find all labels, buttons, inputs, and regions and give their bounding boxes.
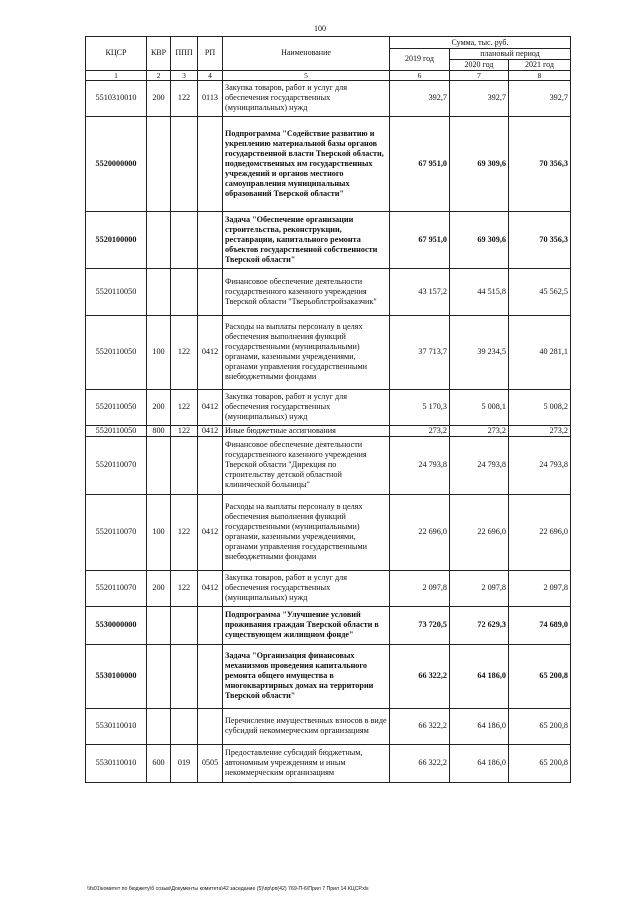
kvr-cell: 200 <box>147 389 171 425</box>
ppp-cell: 122 <box>171 389 198 425</box>
header-planned-period: плановый период <box>450 49 571 60</box>
amount-2020-cell: 392,7 <box>450 80 509 116</box>
header-year-2021: 2021 год <box>509 59 571 70</box>
table-row <box>86 389 571 425</box>
rp-cell: 0505 <box>198 744 223 782</box>
name-cell: Расходы на выплаты персоналу в целях обеспечения выполнения функций государственными (муниципальными) органами, казенными учреждениями, органами управления государственными внебюджетными фондами <box>223 494 390 570</box>
amount-2021-cell: 40 281,1 <box>509 315 571 389</box>
ppp-cell: 019 <box>171 744 198 782</box>
name-cell: Предоставление субсидий бюджетным, автономным учреждениям и иным некоммерческим организациям <box>223 744 390 782</box>
rp-cell: 0412 <box>198 494 223 570</box>
kcsr-cell: 5530110010 <box>86 744 147 782</box>
ppp-cell: 122 <box>171 570 198 606</box>
table-row <box>86 315 571 389</box>
kcsr-cell: 5520110050 <box>86 389 147 425</box>
kvr-cell <box>147 268 171 315</box>
table-row <box>86 425 571 436</box>
table-row <box>86 116 571 211</box>
kvr-cell: 100 <box>147 494 171 570</box>
table-row <box>86 570 571 606</box>
table-row <box>86 644 571 708</box>
amount-2019-cell: 24 793,8 <box>390 436 450 494</box>
amount-2021-cell: 2 097,8 <box>509 570 571 606</box>
amount-2020-cell: 22 696,0 <box>450 494 509 570</box>
rp-cell <box>198 436 223 494</box>
amount-2020-cell: 5 008,1 <box>450 389 509 425</box>
column-number: 6 <box>390 70 450 80</box>
amount-2020-cell: 64 186,0 <box>450 744 509 782</box>
budget-table <box>85 36 571 783</box>
name-cell: Закупка товаров, работ и услуг для обеспечения государственных (муниципальных) нужд <box>223 389 390 425</box>
table-row <box>86 494 571 570</box>
rp-cell <box>198 211 223 268</box>
ppp-cell <box>171 211 198 268</box>
table-row <box>86 211 571 268</box>
kcsr-cell: 5530000000 <box>86 606 147 644</box>
ppp-cell: 122 <box>171 494 198 570</box>
kcsr-cell: 5530110010 <box>86 708 147 744</box>
kcsr-cell: 5520110070 <box>86 436 147 494</box>
amount-2021-cell: 392,7 <box>509 80 571 116</box>
amount-2021-cell: 65 200,8 <box>509 644 571 708</box>
amount-2020-cell: 39 234,5 <box>450 315 509 389</box>
kcsr-cell: 5530100000 <box>86 644 147 708</box>
column-number: 2 <box>147 70 171 80</box>
name-cell: Подпрограмма "Улучшение условий проживания граждан Тверской области в существующем жилищном фонде" <box>223 606 390 644</box>
rp-cell <box>198 606 223 644</box>
amount-2020-cell: 2 097,8 <box>450 570 509 606</box>
rp-cell: 0412 <box>198 425 223 436</box>
amount-2020-cell: 64 186,0 <box>450 708 509 744</box>
rp-cell <box>198 268 223 315</box>
column-number: 1 <box>86 70 147 80</box>
amount-2019-cell: 67 951,0 <box>390 211 450 268</box>
kvr-cell <box>147 708 171 744</box>
ppp-cell: 122 <box>171 315 198 389</box>
header-name: Наименование <box>223 37 390 71</box>
table-row <box>86 606 571 644</box>
amount-2019-cell: 66 322,2 <box>390 744 450 782</box>
table-row <box>86 708 571 744</box>
amount-2020-cell: 273,2 <box>450 425 509 436</box>
amount-2021-cell: 65 200,8 <box>509 744 571 782</box>
header-ppp: ППП <box>171 37 198 71</box>
ppp-cell <box>171 436 198 494</box>
ppp-cell <box>171 268 198 315</box>
header-kvr: КВР <box>147 37 171 71</box>
rp-cell: 0412 <box>198 315 223 389</box>
amount-2019-cell: 66 322,2 <box>390 708 450 744</box>
amount-2021-cell: 74 689,0 <box>509 606 571 644</box>
amount-2019-cell: 37 713,7 <box>390 315 450 389</box>
page-number: 100 <box>314 24 326 33</box>
kcsr-cell: 5520110050 <box>86 315 147 389</box>
name-cell: Финансовое обеспечение деятельности государственного казенного учреждения Тверской области "Тверьоблстройзаказчик" <box>223 268 390 315</box>
amount-2020-cell: 64 186,0 <box>450 644 509 708</box>
kvr-cell: 600 <box>147 744 171 782</box>
table-row <box>86 436 571 494</box>
amount-2019-cell: 43 157,2 <box>390 268 450 315</box>
name-cell: Подпрограмма "Содействие развитию и укреплению материальной базы органов государственной власти Тверской области, подведомственных им государственных учреждений и органов местного самоуправления муниципальных образований Тверской области" <box>223 116 390 211</box>
kcsr-cell: 5520100000 <box>86 211 147 268</box>
kcsr-cell: 5520110050 <box>86 268 147 315</box>
rp-cell <box>198 116 223 211</box>
name-cell: Перечисление имущественных взносов в виде субсидий некоммерческим организациям <box>223 708 390 744</box>
amount-2021-cell: 65 200,8 <box>509 708 571 744</box>
rp-cell: 0412 <box>198 389 223 425</box>
column-number: 8 <box>509 70 571 80</box>
column-number: 7 <box>450 70 509 80</box>
amount-2021-cell: 70 356,3 <box>509 116 571 211</box>
kvr-cell: 800 <box>147 425 171 436</box>
ppp-cell: 122 <box>171 425 198 436</box>
amount-2021-cell: 22 696,0 <box>509 494 571 570</box>
table-row <box>86 744 571 782</box>
amount-2019-cell: 273,2 <box>390 425 450 436</box>
amount-2020-cell: 24 793,8 <box>450 436 509 494</box>
name-cell: Закупка товаров, работ и услуг для обеспечения государственных (муниципальных) нужд <box>223 80 390 116</box>
kvr-cell <box>147 436 171 494</box>
table-row <box>86 268 571 315</box>
amount-2019-cell: 67 951,0 <box>390 116 450 211</box>
amount-2020-cell: 69 309,6 <box>450 211 509 268</box>
amount-2021-cell: 273,2 <box>509 425 571 436</box>
ppp-cell <box>171 644 198 708</box>
amount-2019-cell: 392,7 <box>390 80 450 116</box>
amount-2019-cell: 5 170,3 <box>390 389 450 425</box>
amount-2019-cell: 2 097,8 <box>390 570 450 606</box>
rp-cell <box>198 708 223 744</box>
header-year-2020: 2020 год <box>450 59 509 70</box>
kvr-cell <box>147 211 171 268</box>
kcsr-cell: 5520110070 <box>86 494 147 570</box>
kvr-cell: 200 <box>147 570 171 606</box>
amount-2021-cell: 24 793,8 <box>509 436 571 494</box>
name-cell: Задача "Организация финансовых механизмов проведения капитального ремонта общего имущества в многоквартирных домах на территории Тверской области" <box>223 644 390 708</box>
amount-2019-cell: 22 696,0 <box>390 494 450 570</box>
kvr-cell: 200 <box>147 80 171 116</box>
header-kcsr: КЦСР <box>86 37 147 71</box>
name-cell: Расходы на выплаты персоналу в целях обеспечения выполнения функций государственными (муниципальными) органами, казенными учреждениями, органами управления государственными внебюджетными фондами <box>223 315 390 389</box>
name-cell: Закупка товаров, работ и услуг для обеспечения государственных (муниципальных) нужд <box>223 570 390 606</box>
kvr-cell <box>147 116 171 211</box>
ppp-cell <box>171 606 198 644</box>
rp-cell: 0113 <box>198 80 223 116</box>
rp-cell <box>198 644 223 708</box>
name-cell: Задача "Обеспечение организации строительства, реконструкции, реставрации, капитального ремонта объектов государственной собственности Тверской области" <box>223 211 390 268</box>
ppp-cell: 122 <box>171 80 198 116</box>
header-sum: Сумма, тыс. руб. <box>390 37 571 49</box>
kvr-cell <box>147 644 171 708</box>
amount-2020-cell: 44 515,8 <box>450 268 509 315</box>
kcsr-cell: 5520110070 <box>86 570 147 606</box>
kcsr-cell: 5520000000 <box>86 116 147 211</box>
column-number: 5 <box>223 70 390 80</box>
table-row <box>86 80 571 116</box>
kcsr-cell: 5520110050 <box>86 425 147 436</box>
file-path-footer: \\fs01\комитет по бюджету\б созыв\Документы комитета\42 заседание (5)\пр\рп(42) 769-П-6\Прил 7 Прил 14 КЦСР.xls <box>87 886 369 892</box>
rp-cell: 0412 <box>198 570 223 606</box>
kcsr-cell: 5510310010 <box>86 80 147 116</box>
amount-2021-cell: 45 562,5 <box>509 268 571 315</box>
header-year-2019: 2019 год <box>390 49 450 71</box>
amount-2019-cell: 66 322,2 <box>390 644 450 708</box>
kvr-cell <box>147 606 171 644</box>
kvr-cell: 100 <box>147 315 171 389</box>
amount-2019-cell: 73 720,5 <box>390 606 450 644</box>
column-number: 4 <box>198 70 223 80</box>
header-rp: РП <box>198 37 223 71</box>
ppp-cell <box>171 708 198 744</box>
column-number: 3 <box>171 70 198 80</box>
name-cell: Финансовое обеспечение деятельности государственного казенного учреждения Тверской области "Дирекция по строительству детской областной клинической больницы" <box>223 436 390 494</box>
amount-2021-cell: 5 008,2 <box>509 389 571 425</box>
name-cell: Иные бюджетные ассигнования <box>223 425 390 436</box>
amount-2020-cell: 69 309,6 <box>450 116 509 211</box>
amount-2020-cell: 72 629,3 <box>450 606 509 644</box>
amount-2021-cell: 70 356,3 <box>509 211 571 268</box>
ppp-cell <box>171 116 198 211</box>
